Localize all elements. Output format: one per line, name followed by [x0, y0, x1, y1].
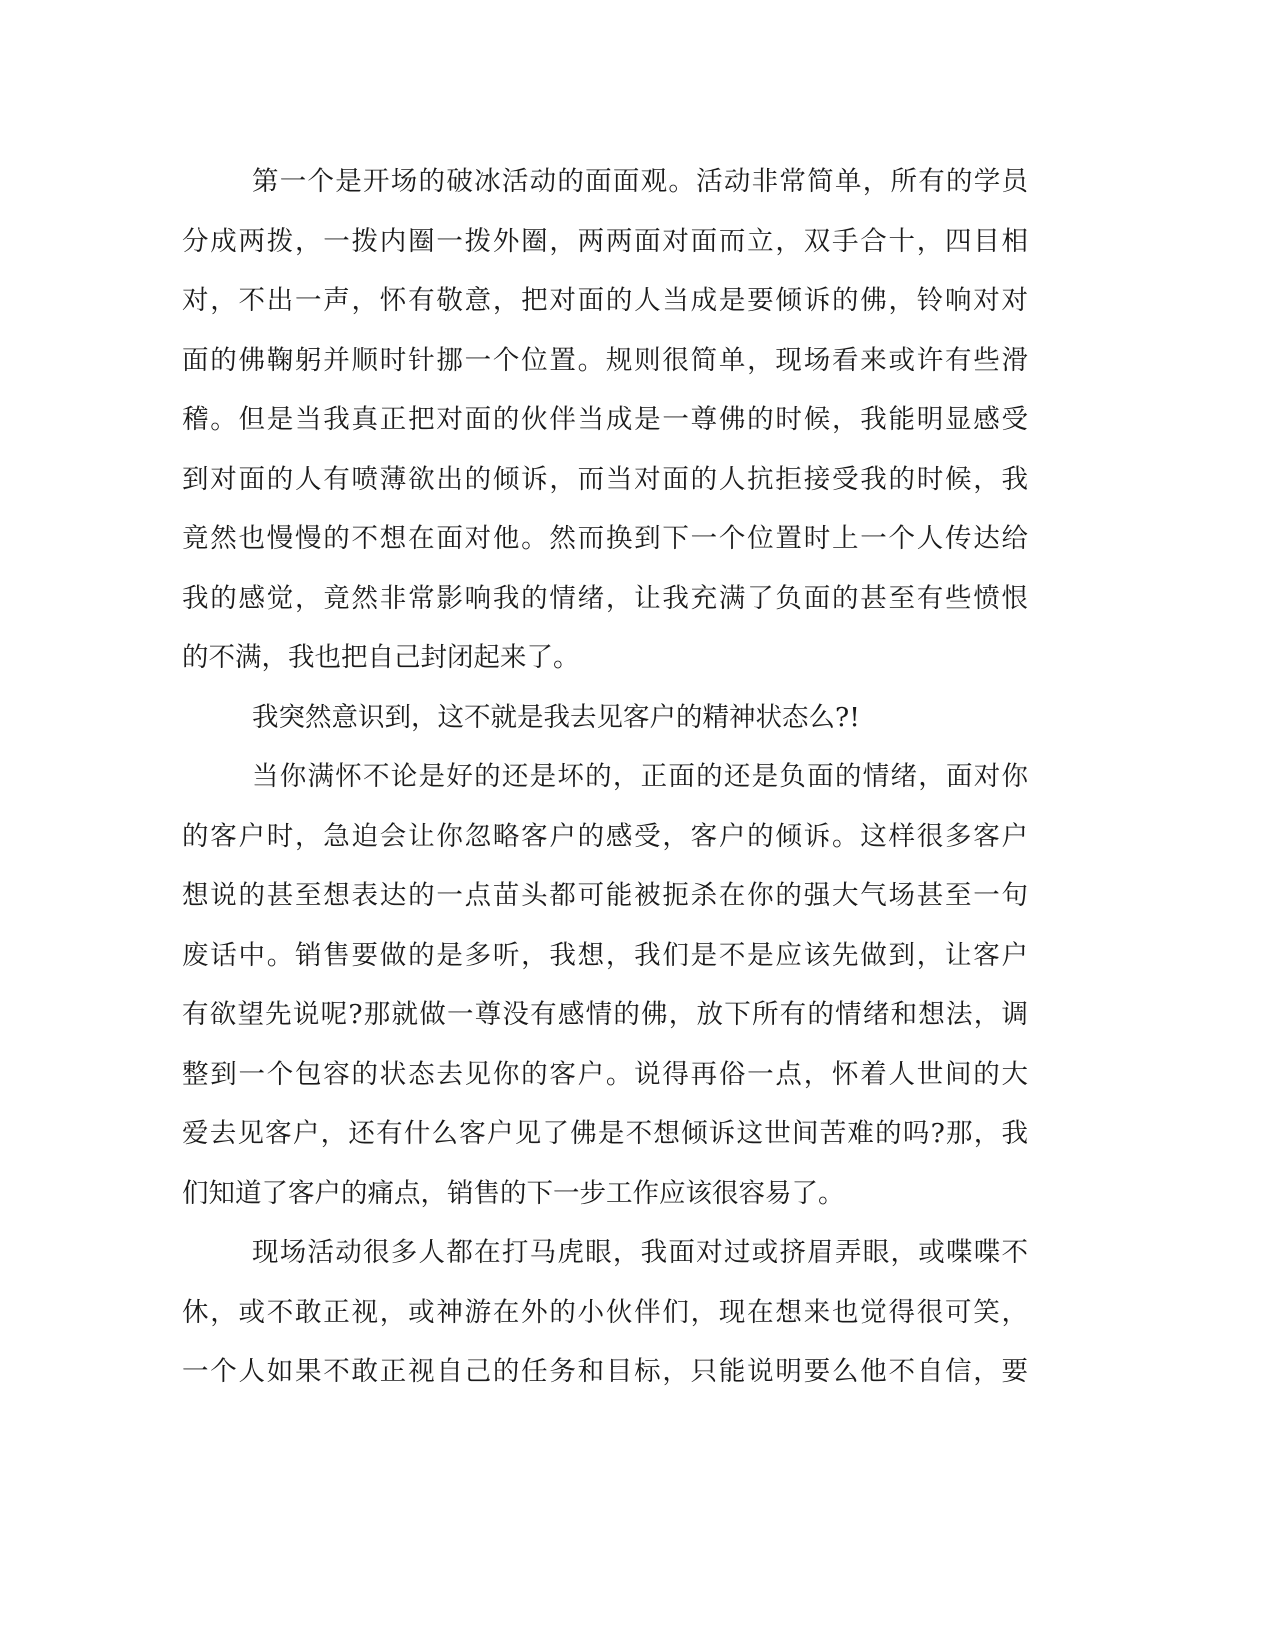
paragraph-2-line-1: 我突然意识到，这不就是我去见客户的精神状态么?! — [252, 701, 860, 733]
paragraph-1-line-1: 第一个是开场的破冰活动的面面观。活动非常简单，所有的学员 — [252, 166, 1028, 197]
paragraph-1-line-4: 面的佛鞠躬并顺时针挪一个位置。规则很简单，现场看来或许有些滑 — [182, 344, 1028, 376]
body-text — [182, 152, 1028, 1402]
paragraph-3-line-4: 废话中。销售要做的是多听，我想，我们是不是应该先做到，让客户 — [182, 939, 1028, 971]
paragraph-3-line-6: 整到一个包容的状态去见你的客户。说得再俗一点，怀着人世间的大 — [182, 1058, 1028, 1090]
paragraph-3-line-2: 的客户时，急迫会让你忽略客户的感受，客户的倾诉。这样很多客户 — [182, 820, 1028, 852]
paragraph-1-line-7: 竟然也慢慢的不想在面对他。然而换到下一个位置时上一个人传达给 — [182, 523, 1028, 554]
paragraph-1-line-6: 到对面的人有喷薄欲出的倾诉，而当对面的人抗拒接受我的时候，我 — [182, 463, 1028, 495]
paragraph-4-line-3: 一个人如果不敢正视自己的任务和目标，只能说明要么他不自信，要 — [182, 1356, 1028, 1387]
paragraph-3-line-1: 当你满怀不论是好的还是坏的，正面的还是负面的情绪，面对你 — [252, 761, 1028, 792]
paragraph-1-line-9: 的不满，我也把自己封闭起来了。 — [182, 642, 580, 673]
paragraph-1-line-5: 稽。但是当我真正把对面的伙伴当成是一尊佛的时候，我能明显感受 — [182, 404, 1028, 435]
paragraph-3-line-5: 有欲望先说呢?那就做一尊没有感情的佛，放下所有的情绪和想法，调 — [182, 999, 1028, 1030]
paragraph-1-line-3: 对，不出一声，怀有敬意，把对面的人当成是要倾诉的佛，铃响对对 — [182, 285, 1028, 316]
paragraph-3-line-8: 们知道了客户的痛点，销售的下一步工作应该很容易了。 — [182, 1177, 845, 1209]
paragraph-4-line-1: 现场活动很多人都在打马虎眼，我面对过或挤眉弄眼，或喋喋不 — [252, 1237, 1028, 1268]
paragraph-3-line-7: 爱去见客户，还有什么客户见了佛是不想倾诉这世间苦难的吗?那，我 — [182, 1118, 1028, 1149]
paragraph-1-line-2: 分成两拨，一拨内圈一拨外圈，两两面对面而立，双手合十，四目相 — [182, 225, 1028, 257]
paragraph-4-line-2: 休，或不敢正视，或神游在外的小伙伴们，现在想来也觉得很可笑， — [182, 1296, 1028, 1328]
paragraph-3-line-3: 想说的甚至想表达的一点苗头都可能被扼杀在你的强大气场甚至一句 — [182, 880, 1028, 911]
paragraph-1-line-8: 我的感觉，竟然非常影响我的情绪，让我充满了负面的甚至有些愤恨 — [182, 582, 1028, 614]
